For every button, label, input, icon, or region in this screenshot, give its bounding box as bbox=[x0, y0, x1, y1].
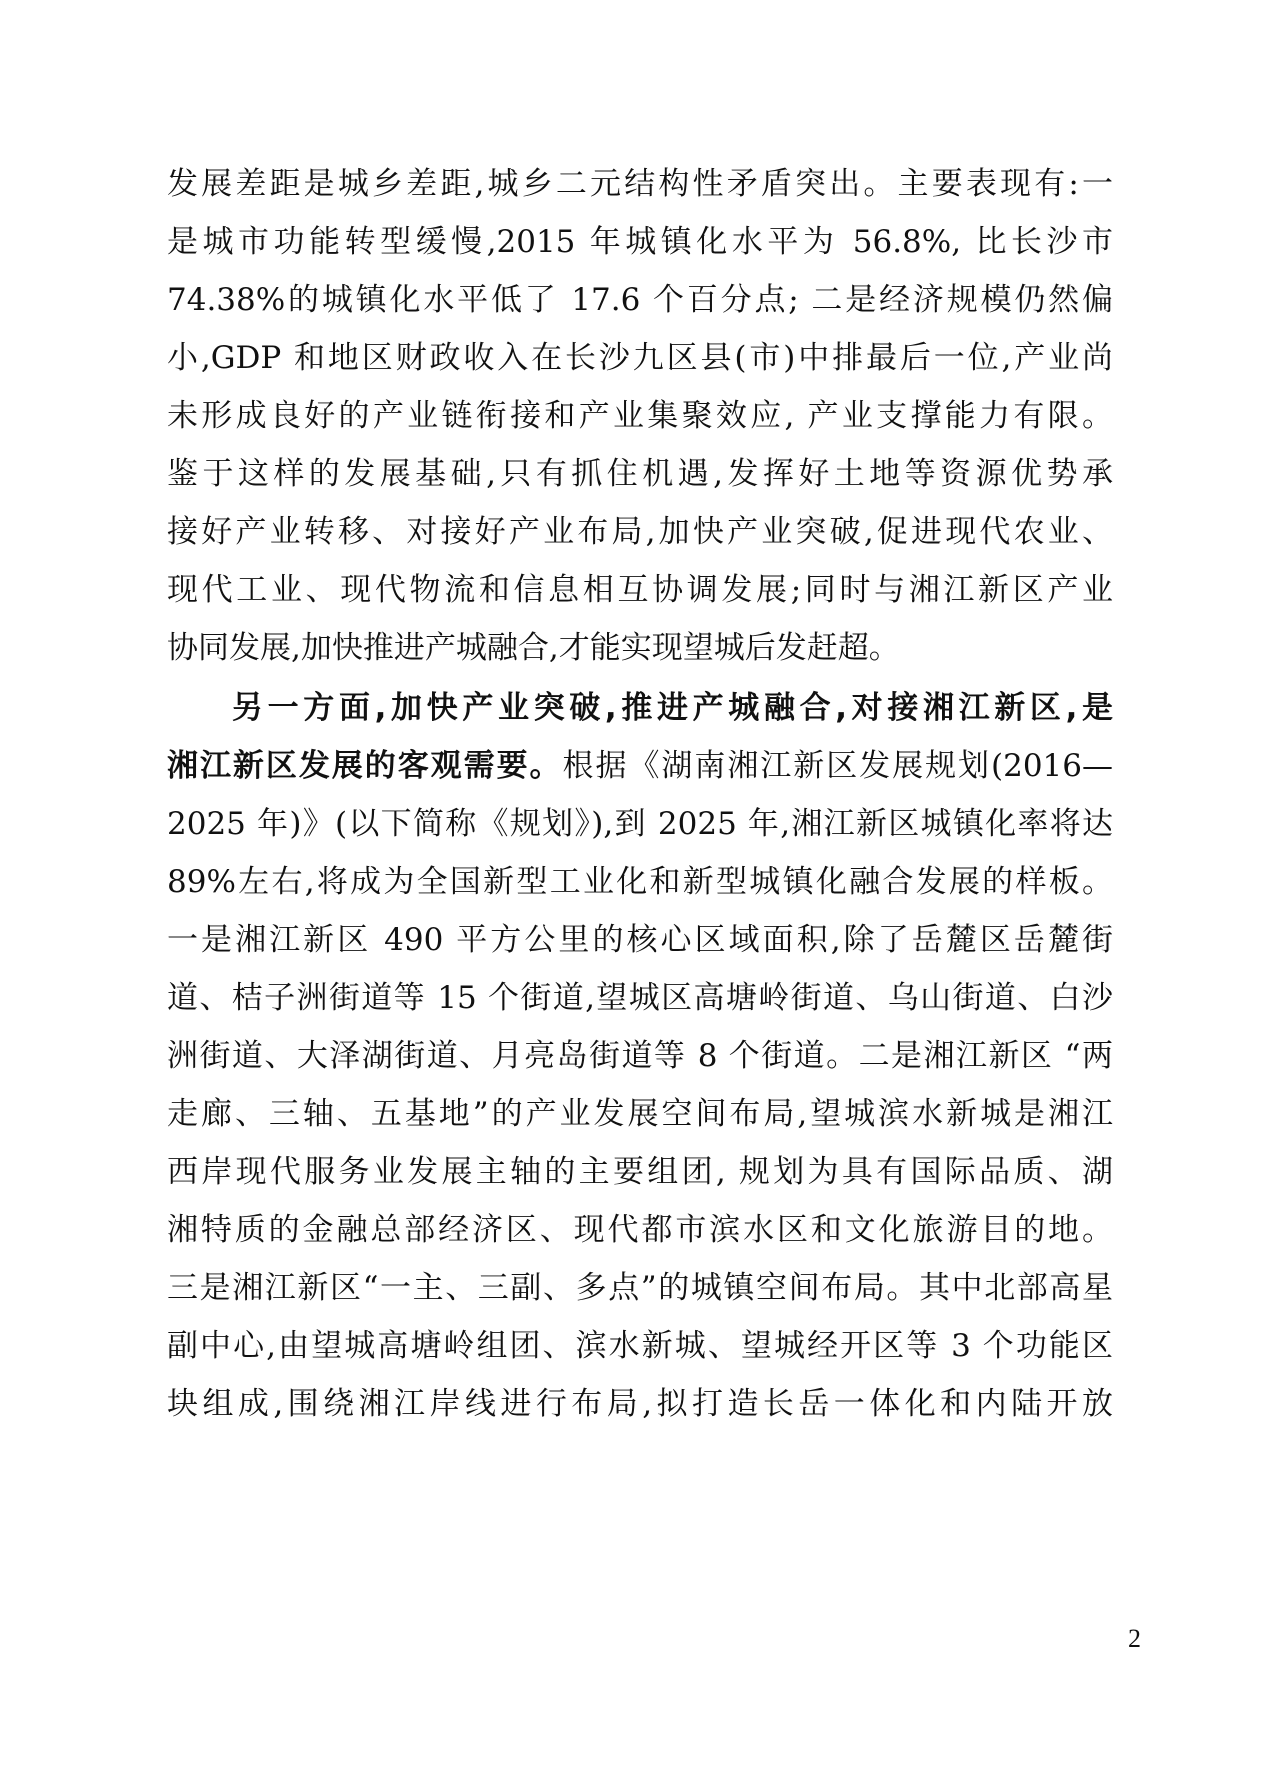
text-line: 副中心,由望城高塘岭组团、滨水新城、望城经开区等 3 个功能区 bbox=[167, 1328, 1113, 1364]
text-line: 89%左右,将成为全国新型工业化和新型城镇化融合发展的样板。 bbox=[167, 864, 1113, 900]
text-span: 根据《湖南湘江新区发展规划(2016— bbox=[562, 748, 1113, 784]
page-number: 2 bbox=[1128, 1624, 1141, 1653]
text-line: 鉴于这样的发展基础,只有抓住机遇,发挥好土地等资源优势承 bbox=[167, 456, 1113, 492]
text-line: 洲街道、大泽湖街道、月亮岛街道等 8 个街道。二是湘江新区 “两 bbox=[167, 1038, 1113, 1074]
text-line: 发展差距是城乡差距,城乡二元结构性矛盾突出。主要表现有:一 bbox=[167, 166, 1113, 202]
text-line: 西岸现代服务业发展主轴的主要组团, 规划为具有国际品质、湖 bbox=[167, 1154, 1113, 1190]
text-line: 走廊、三轴、五基地”的产业发展空间布局,望城滨水新城是湘江 bbox=[167, 1096, 1113, 1132]
text-line: 协同发展,加快推进产城融合,才能实现望城后发赶超。 bbox=[167, 630, 900, 666]
text-line: 道、桔子洲街道等 15 个街道,望城区高塘岭街道、乌山街道、白沙 bbox=[167, 980, 1113, 1016]
text-line: 块组成,围绕湘江岸线进行布局,拟打造长岳一体化和内陆开放 bbox=[167, 1386, 1113, 1422]
text-line: 三是湘江新区“一主、三副、多点”的城镇空间布局。其中北部高星 bbox=[167, 1270, 1113, 1306]
bold-heading-text: 湘江新区发展的客观需要。 bbox=[167, 748, 563, 784]
text-line: 接好产业转移、对接好产业布局,加快产业突破,促进现代农业、 bbox=[167, 514, 1113, 550]
text-line: 未形成良好的产业链衔接和产业集聚效应, 产业支撑能力有限。 bbox=[167, 398, 1113, 434]
mixed-line bbox=[167, 738, 1113, 794]
text-line: 2025 年)》(以下简称《规划》),到 2025 年,湘江新区城镇化率将达 bbox=[167, 806, 1113, 842]
text-line: 一是湘江新区 490 平方公里的核心区域面积,除了岳麓区岳麓街 bbox=[167, 922, 1113, 958]
text-line: 74.38%的城镇化水平低了 17.6 个百分点; 二是经济规模仍然偏 bbox=[167, 282, 1113, 318]
text-line: 湘特质的金融总部经济区、现代都市滨水区和文化旅游目的地。 bbox=[167, 1212, 1113, 1248]
text-line: 现代工业、现代物流和信息相互协调发展;同时与湘江新区产业 bbox=[167, 572, 1113, 608]
text-line: 小,GDP 和地区财政收入在长沙九区县(市)中排最后一位,产业尚 bbox=[167, 340, 1113, 376]
text-line: 是城市功能转型缓慢,2015 年城镇化水平为 56.8%, 比长沙市 bbox=[167, 224, 1113, 260]
bold-heading-line: 另一方面,加快产业突破,推进产城融合,对接湘江新区,是 bbox=[232, 690, 1113, 726]
